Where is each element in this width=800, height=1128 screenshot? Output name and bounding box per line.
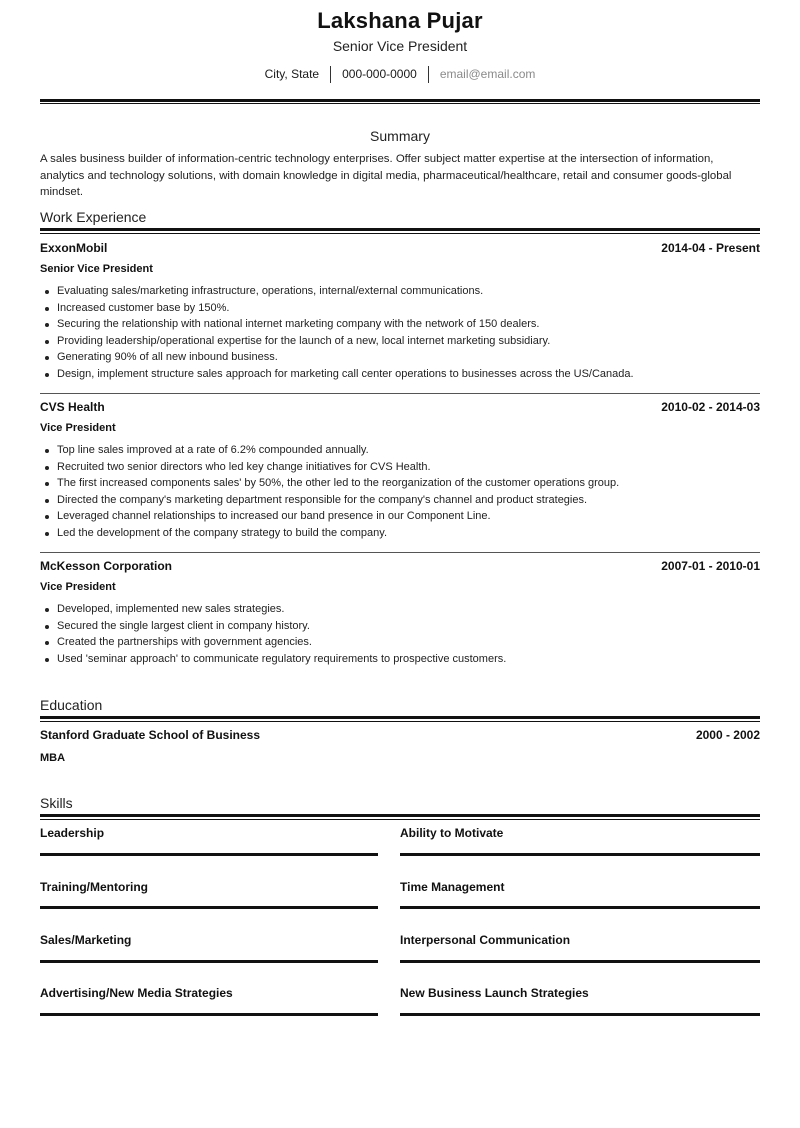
- list-item: Generating 90% of all new inbound business.: [40, 349, 760, 366]
- job-entry: [40, 241, 760, 383]
- job-entry: [40, 400, 760, 542]
- education-rule: [40, 716, 760, 719]
- job-dates: 2014-04 - Present: [661, 241, 760, 255]
- list-item: Used 'seminar approach' to communicate regulatory requirements to prospective customers.: [40, 651, 760, 668]
- skill-item: Leadership: [40, 826, 105, 840]
- skill-bar: [400, 853, 760, 856]
- list-item: Securing the relationship with national internet marketing company with the network of 150 dealers.: [40, 316, 760, 333]
- skill-bar: [40, 1013, 378, 1016]
- list-item: Created the partnerships with government agencies.: [40, 634, 760, 651]
- job-company: ExxonMobil: [40, 241, 108, 255]
- list-item: Evaluating sales/marketing infrastructure, operations, internal/external communications.: [40, 283, 760, 300]
- education-school: Stanford Graduate School of Business: [40, 728, 261, 742]
- header-rule-thin: [40, 103, 760, 104]
- skill-item: Time Management: [400, 880, 505, 894]
- education-dates: 2000 - 2002: [695, 728, 760, 742]
- skill-bar: [400, 1013, 760, 1016]
- header-rule: [40, 99, 760, 102]
- skill-item: Ability to Motivate: [400, 826, 504, 840]
- skill-item: Training/Mentoring: [40, 880, 148, 894]
- skill-bar: [40, 853, 378, 856]
- job-company: CVS Health: [40, 400, 105, 414]
- job-bullets: [40, 283, 760, 383]
- work-heading: Work Experience: [40, 209, 147, 225]
- skill-bar: [40, 906, 378, 909]
- contact-phone: 000-000-0000: [342, 67, 417, 81]
- work-rule: [40, 228, 760, 231]
- candidate-name: Lakshana Pujar: [317, 8, 483, 33]
- job-entry: [40, 559, 760, 667]
- job-divider: [40, 552, 760, 553]
- list-item: Led the development of the company strategy to build the company.: [40, 525, 760, 542]
- skills-heading: Skills: [40, 795, 73, 811]
- skills-rule: [40, 814, 760, 817]
- contact-city: City, State: [264, 67, 320, 81]
- list-item: Secured the single largest client in company history.: [40, 618, 760, 635]
- job-role: Vice President: [40, 581, 116, 593]
- job-divider: [40, 393, 760, 394]
- list-item: The first increased components sales' by 50%, the other led to the reorganization of the customer operations group.: [40, 475, 760, 492]
- education-entry: [40, 728, 760, 742]
- skill-item: New Business Launch Strategies: [400, 986, 589, 1000]
- list-item: Directed the company's marketing department responsible for the company's channel and product strategies.: [40, 492, 760, 509]
- list-item: Providing leadership/operational expertise for the launch of a new, local internet marketing subsidiary.: [40, 333, 760, 350]
- contact-line: [40, 66, 760, 83]
- education-rule-thin: [40, 721, 760, 722]
- job-dates: 2007-01 - 2010-01: [661, 559, 760, 573]
- list-item: Leveraged channel relationships to increased our band presence in our Component Line.: [40, 508, 760, 525]
- summary-text: A sales business builder of information-centric technology enterprises. Offer subject matter expertise at the intersection of information, analytics and technology solutions, with domain knowledge in digital media, pharmaceutical/healthcare, retail and consumer goods-global mindset.: [40, 153, 732, 198]
- list-item: Design, implement structure sales approach for marketing call center operations to businesses across the US/Canada.: [40, 366, 760, 383]
- job-bullets: [40, 442, 760, 542]
- job-role: Senior Vice President: [40, 263, 153, 275]
- list-item: Increased customer base by 150%.: [40, 300, 760, 317]
- skill-bar: [400, 906, 760, 909]
- skills-rule-thin: [40, 819, 760, 820]
- skill-item: Interpersonal Communication: [400, 933, 571, 947]
- contact-email[interactable]: email@email.com: [439, 67, 536, 81]
- job-bullets: [40, 601, 760, 667]
- skill-bar: [40, 960, 378, 963]
- list-item: Recruited two senior directors who led key change initiatives for CVS Health.: [40, 459, 760, 476]
- education-degree: MBA: [40, 752, 66, 764]
- skill-bar: [400, 960, 760, 963]
- job-dates: 2010-02 - 2014-03: [661, 400, 760, 414]
- job-company: McKesson Corporation: [40, 559, 173, 573]
- skill-item: Advertising/New Media Strategies: [40, 986, 233, 1000]
- summary-heading: Summary: [370, 128, 430, 144]
- education-heading: Education: [40, 697, 103, 713]
- list-item: Developed, implemented new sales strategies.: [40, 601, 760, 618]
- job-role: Vice President: [40, 422, 116, 434]
- candidate-title: Senior Vice President: [332, 38, 468, 54]
- work-rule-thin: [40, 233, 760, 234]
- skill-item: Sales/Marketing: [40, 933, 132, 947]
- list-item: Top line sales improved at a rate of 6.2% compounded annually.: [40, 442, 760, 459]
